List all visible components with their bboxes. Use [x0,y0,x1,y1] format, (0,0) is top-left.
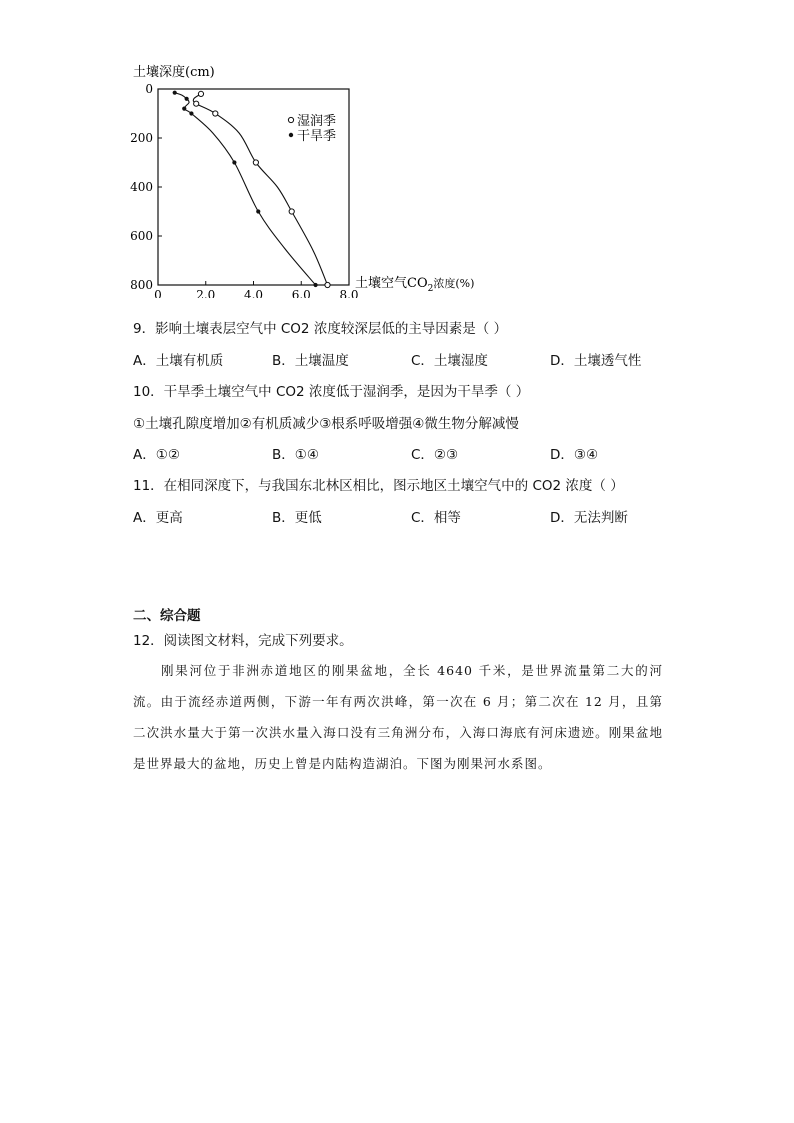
co2-depth-chart [125,58,505,298]
q10-option-c[interactable]: C．②③ [411,447,459,463]
chart-legend [288,114,336,144]
x-axis-label: 土壤空气$CO_2^{浓度(\%)}$ [355,276,475,294]
q9-option-b[interactable]: B．土壤温度 [272,353,349,369]
legend-marker-wet [288,117,293,122]
question-9-stem: 9．影响土壤表层空气中 CO2 浓度较深层低的主导因素是（ ） [133,321,508,337]
y-axis-label: 土壤深度(cm) [133,65,215,80]
chart-svg [125,58,505,298]
x-tick-label: 2.0 [196,288,216,298]
data-point-dry [189,111,193,115]
data-point-wet [194,101,199,106]
q10-option-d[interactable]: D．③④ [550,447,599,463]
data-point-dry [185,97,189,101]
question-10-statements: ①土壤孔隙度增加②有机质减少③根系呼吸增强④微生物分解减慢 [133,416,519,432]
question-12-stem: 12．阅读图文材料，完成下列要求。 [133,633,353,649]
data-point-wet [213,111,218,116]
y-tick-label: 0 [145,82,153,96]
y-tick-label: 800 [130,278,153,292]
data-point-wet [253,160,258,165]
y-tick-label: 200 [130,131,153,145]
question-10-stem: 10．干旱季土壤空气中 CO2 浓度低于湿润季，是因为干旱季（ ） [133,384,530,400]
y-tick-label: 400 [130,180,153,194]
q10-option-a[interactable]: A．①② [133,447,180,463]
question-11-stem: 11．在相同深度下，与我国东北林区相比，图示地区土壤空气中的 CO2 浓度（ ） [133,478,624,494]
y-tick-labels [130,82,153,292]
x-tick-label: 6.0 [291,288,311,298]
q9-option-a[interactable]: A．土壤有机质 [133,353,224,369]
q10-option-b[interactable]: B．①④ [272,447,319,463]
x-tick-label: 4.0 [243,288,264,298]
data-point-wet [325,282,330,287]
data-point-wet [198,91,203,96]
q11-option-c[interactable]: C．相等 [411,510,461,526]
q11-option-d[interactable]: D．无法判断 [550,510,628,526]
q11-option-b[interactable]: B．更低 [272,510,322,526]
y-tick-label: 600 [130,229,153,243]
data-point-dry [173,91,177,95]
q9-option-d[interactable]: D．土壤透气性 [550,353,642,369]
q9-option-c[interactable]: C．土壤湿度 [411,353,488,369]
section-heading: 二、综合题 [133,608,201,624]
reading-passage: 刚果河位于非洲赤道地区的刚果盆地，全长 4640 千米，是世界流量第二大的河流。由于流经赤道两侧，下游一年有两次洪峰，第一次在 6 月；第二次在 12 月，且第二次洪水量大于第一次洪水量入海口没有三角洲分布，入海口海底有河床遗迹。刚果盆地是世界最大的盆地，历史上曾是内陆构造湖泊。下图为刚果河水系图。 [133,663,663,771]
data-point-dry [182,107,186,111]
x-tick-label: 0 [154,288,162,298]
legend-label-dry: 干旱季 [297,129,337,144]
x-tick-label: 8.0 [339,288,359,298]
series-line-1 [175,93,316,285]
data-point-wet [289,209,294,214]
data-point-dry [313,283,317,287]
data-point-dry [232,160,236,164]
x-tick-labels [154,288,358,298]
q11-option-a[interactable]: A．更高 [133,510,183,526]
legend-label-wet: 湿润季 [297,114,337,129]
legend-marker-dry [289,133,293,137]
data-point-dry [256,209,260,213]
